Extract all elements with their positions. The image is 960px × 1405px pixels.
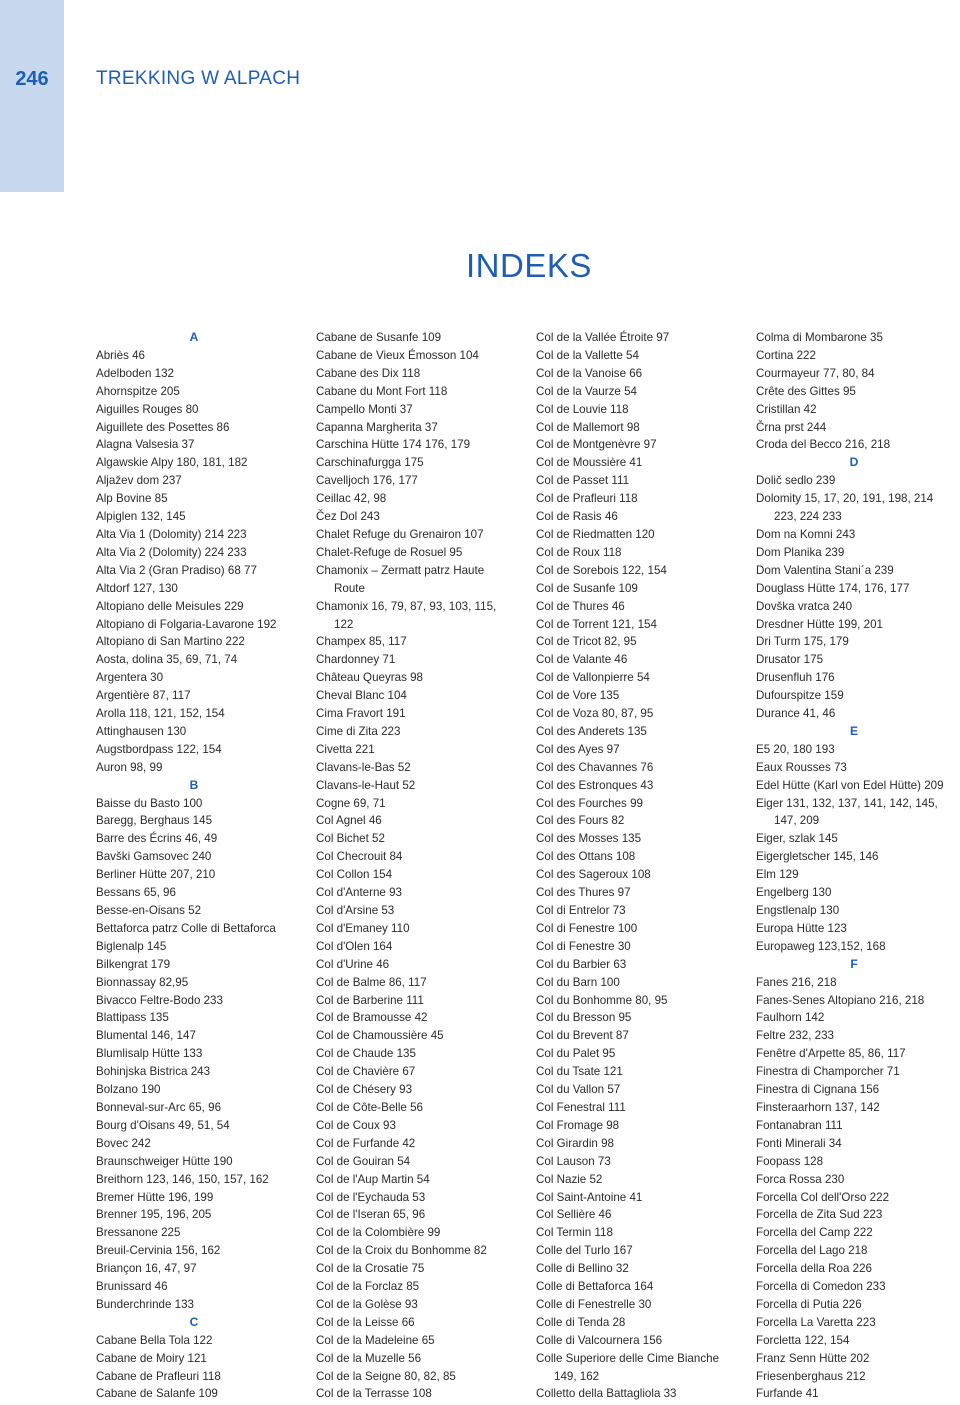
- index-entry: Col de Rasis 46: [536, 510, 618, 524]
- index-entry: Blumlisalp Hütte 133: [96, 1047, 203, 1061]
- index-entry: Alp Bovine 85: [96, 492, 168, 506]
- running-head: TREKKING W ALPACH: [96, 68, 301, 89]
- index-entry: Col de Passet 111: [536, 474, 630, 488]
- index-entry: Courmayeur 77, 80, 84: [756, 366, 875, 380]
- index-entry: Blattipass 135: [96, 1011, 169, 1025]
- index-entry: Dolič sedlo 239: [756, 474, 836, 488]
- index-entry: Brenner 195, 196, 205: [96, 1208, 212, 1222]
- index-entry: Col de la Leisse 66: [316, 1315, 415, 1329]
- index-entry: Chamonix 16, 79, 87, 93, 103, 115, 122: [316, 599, 497, 631]
- index-entry: Col de l'Iseran 65, 96: [316, 1208, 426, 1222]
- index-entry: Forcella della Roa 226: [756, 1262, 873, 1276]
- index-entry: Alagna Valsesia 37: [96, 438, 195, 452]
- index-entry: Čez Dol 243: [316, 510, 380, 524]
- index-entry: Col de Coux 93: [316, 1118, 396, 1132]
- index-entry: Col de la Vallée Étroite 97: [536, 331, 670, 344]
- index-entry: Faulhorn 142: [756, 1011, 825, 1025]
- index-entry: Col de Mallemort 98: [536, 420, 640, 434]
- index-entry: Col des Mosses 135: [536, 832, 642, 846]
- index-entry: Durance 41, 46: [756, 707, 836, 721]
- index-entry: Finsteraarhorn 137, 142: [756, 1100, 880, 1114]
- index-entry: Franz Senn Hütte 202: [756, 1351, 870, 1365]
- index-entry: Breithorn 123, 146, 150, 157, 162: [96, 1172, 269, 1186]
- index-entry: Col Girardin 98: [536, 1136, 614, 1150]
- index-entry: Chalet Refuge du Grenairon 107: [316, 527, 484, 541]
- index-entry: Fenêtre d'Arpette 85, 86, 117: [756, 1047, 906, 1061]
- index-entry: Bionnassay 82,95: [96, 975, 189, 989]
- index-entry: Cavelljoch 176, 177: [316, 474, 418, 488]
- index-entry: Cime di Zita 223: [316, 724, 401, 738]
- index-entry: Forcella La Varetta 223: [756, 1315, 876, 1329]
- index-entry: Clavans-le-Bas 52: [316, 760, 411, 774]
- index-entry: Col de Barberine 111: [316, 993, 424, 1007]
- index-entry: Clavans-le-Haut 52: [316, 778, 416, 792]
- index-entry: Drusenfluh 176: [756, 671, 835, 685]
- index-entry: Arolla 118, 121, 152, 154: [96, 707, 225, 721]
- index-entry: Col de la Vaurze 54: [536, 384, 637, 398]
- index-entry: Col Fenestral 111: [536, 1100, 626, 1114]
- index-entry: Dom Valentina Stani´a 239: [756, 563, 894, 577]
- index-entry: Forcletta 122, 154: [756, 1333, 850, 1347]
- index-entry: Col de Chaude 135: [316, 1047, 416, 1061]
- index-entry: Forca Rossa 230: [756, 1172, 845, 1186]
- index-entry: Col de Vallonpierre 54: [536, 671, 650, 685]
- index-entry: Civetta 221: [316, 742, 375, 756]
- index-entry: Forcella de Zita Sud 223: [756, 1208, 883, 1222]
- index-entry: Cristillan 42: [756, 402, 817, 416]
- index-entry: Col Checrouit 84: [316, 850, 403, 864]
- index-entry: Cogne 69, 71: [316, 796, 386, 810]
- index-entry: Finestra di Champorcher 71: [756, 1065, 900, 1079]
- index-entry: Col de Voza 80, 87, 95: [536, 707, 654, 721]
- index-entry: Dresdner Hütte 199, 201: [756, 617, 883, 631]
- page-tab: [0, 0, 64, 192]
- index-entry: Col des Thures 97: [536, 886, 631, 900]
- index-entry: Fontanabran 111: [756, 1118, 843, 1132]
- index-letter-heading: D: [849, 455, 859, 470]
- index-entry: Col du Barbier 63: [536, 957, 627, 971]
- index-entry: Attinghausen 130: [96, 724, 187, 738]
- index-entry: Col de la Colombière 99: [316, 1226, 441, 1240]
- index-entry: Col de Chésery 93: [316, 1083, 413, 1097]
- index-entry: Eiger 131, 132, 137, 141, 142, 145, 147, 209: [756, 796, 938, 828]
- index-entry: Cabane des Dix 118: [316, 366, 421, 380]
- index-entry: Dri Turm 175, 179: [756, 635, 849, 649]
- index-entry: Capanna Margherita 37: [316, 420, 438, 434]
- index-entry: Barre des Écrins 46, 49: [96, 832, 218, 846]
- index-entry: Brunissard 46: [96, 1280, 168, 1294]
- index-entry: Fonti Minerali 34: [756, 1136, 842, 1150]
- index-entry: Col de Bramousse 42: [316, 1011, 428, 1025]
- index-entry: Drusator 175: [756, 653, 824, 667]
- index-title: INDEKS: [466, 247, 592, 284]
- index-entry: Douglass Hütte 174, 176, 177: [756, 581, 910, 595]
- index-entry: Cortina 222: [756, 348, 816, 362]
- index-entry: Col des Fourches 99: [536, 796, 643, 810]
- index-entry: Col de Susanfe 109: [536, 581, 638, 595]
- index-entry: Alta Via 2 (Gran Pradiso) 68 77: [96, 563, 257, 577]
- index-entry: Dufourspitze 159: [756, 689, 844, 703]
- index-entry: Aiguillete des Posettes 86: [96, 420, 230, 434]
- index-entry: Bressanone 225: [96, 1226, 181, 1240]
- index-entry: Col de Côte-Belle 56: [316, 1100, 423, 1114]
- index-entry: Forcella del Lago 218: [756, 1244, 868, 1258]
- index-entry: Col des Anderets 135: [536, 724, 647, 738]
- index-entry: Adelboden 132: [96, 366, 175, 380]
- index-entry: Col de Roux 118: [536, 545, 622, 559]
- index-entry: Crête des Gittes 95: [756, 384, 856, 398]
- index-entry: Argentera 30: [96, 671, 164, 685]
- index-entry: Besse-en-Oisans 52: [96, 904, 202, 917]
- index-letter-heading: B: [189, 777, 199, 792]
- index-entry: Feltre 232, 233: [756, 1029, 834, 1043]
- index-entry: Col de Thures 46: [536, 599, 625, 613]
- index-entry: Col des Ayes 97: [536, 742, 620, 756]
- index-entry: Col de la Vanoise 66: [536, 366, 643, 380]
- index-entry: Col de Furfande 42: [316, 1136, 416, 1150]
- index-entry: Chardonney 71: [316, 653, 396, 667]
- index-entry: Altopiano di Folgaria-Lavarone 192: [96, 617, 277, 631]
- index-entry: Col de la Vallette 54: [536, 348, 639, 362]
- index-entry: Abriès 46: [96, 348, 145, 362]
- index-entry: Algawskie Alpy 180, 181, 182: [96, 456, 248, 470]
- index-entry: Fanes-Senes Altopiano 216, 218: [756, 993, 925, 1007]
- index-entry: Braunschweiger Hütte 190: [96, 1154, 233, 1168]
- index-entry: Ahornspitze 205: [96, 384, 180, 398]
- index-entry: Alpiglen 132, 145: [96, 510, 186, 524]
- index-entry: E5 20, 180 193: [756, 742, 835, 756]
- index-entry: Cabane de Moiry 121: [96, 1351, 207, 1365]
- index-entry: Colle di Tenda 28: [536, 1315, 626, 1329]
- index-entry: Col di Entrelor 73: [536, 904, 626, 917]
- index-entry: Col d'Emaney 110: [316, 921, 410, 935]
- index-entry: Col d'Olen 164: [316, 939, 393, 953]
- index-entry: Eigergletscher 145, 146: [756, 850, 879, 864]
- index-entry: Breuil-Cervinia 156, 162: [96, 1244, 221, 1258]
- index-entry: Colletto della Battagliola 33: [536, 1387, 677, 1401]
- index-entry: Cabane de Vieux Émosson 104: [316, 348, 479, 362]
- index-entry: Col de Riedmatten 120: [536, 527, 655, 541]
- index-entry: Campello Monti 37: [316, 402, 413, 416]
- index-entry: Col de Sorebois 122, 154: [536, 563, 667, 577]
- index-entry: Eiger, szlak 145: [756, 832, 838, 846]
- index-entry: Argentière 87, 117: [96, 689, 191, 703]
- index-entry: Dovška vratca 240: [756, 599, 853, 613]
- index-entry: Cabane du Mont Fort 118: [316, 384, 448, 398]
- index-entry: Colma di Mombarone 35: [756, 331, 883, 344]
- index-letter-heading: F: [850, 956, 858, 971]
- index-entry: Col des Fours 82: [536, 814, 625, 828]
- index-entry: Aljažev dom 237: [96, 474, 182, 488]
- index-entry: Bolzano 190: [96, 1083, 161, 1097]
- index-entry: Col Agnel 46: [316, 814, 382, 828]
- index-entry: Črna prst 244: [756, 420, 827, 434]
- index-entry: Col Bichet 52: [316, 832, 385, 846]
- index-entry: Engstlenalp 130: [756, 904, 840, 917]
- index-entry: Col de la Madeleine 65: [316, 1333, 435, 1347]
- index-entry: Col de la Terrasse 108: [316, 1387, 432, 1401]
- index-entry: Col des Ottans 108: [536, 850, 636, 864]
- index-entry: Bonneval-sur-Arc 65, 96: [96, 1100, 222, 1114]
- index-letter-heading: C: [189, 1314, 199, 1329]
- index-entry: Bessans 65, 96: [96, 886, 176, 900]
- index-entry: Dolomity 15, 17, 20, 191, 198, 214 223, 224 233: [756, 492, 934, 524]
- index-entry: Col Lauson 73: [536, 1154, 611, 1168]
- index-letter-heading: E: [849, 723, 858, 738]
- index-entry: Col des Chavannes 76: [536, 760, 654, 774]
- index-entry: Engelberg 130: [756, 886, 832, 900]
- index-entry: Col Nazie 52: [536, 1172, 603, 1186]
- index-column-4: [756, 329, 952, 1403]
- index-entry: Forcella di Putia 226: [756, 1297, 862, 1311]
- index-entry: Colle del Turlo 167: [536, 1244, 633, 1258]
- index-entry: Col Termin 118: [536, 1226, 613, 1240]
- index-entry: Col du Bresson 95: [536, 1011, 632, 1025]
- index-column-1: [96, 329, 292, 1403]
- index-entry: Col de Prafleuri 118: [536, 492, 638, 506]
- index-entry: Europa Hütte 123: [756, 921, 847, 935]
- index-entry: Col du Palet 95: [536, 1047, 616, 1061]
- index-entry: Col de la Seigne 80, 82, 85: [316, 1369, 456, 1383]
- index-entry: Col de Vore 135: [536, 689, 620, 703]
- index-entry: Finestra di Cignana 156: [756, 1083, 880, 1097]
- index-entry: Col de Tricot 82, 95: [536, 635, 637, 649]
- index-entry: Col di Fenestre 30: [536, 939, 631, 953]
- index-entry: Col de Balme 86, 117: [316, 975, 427, 989]
- index-entry: Friesenberghaus 212: [756, 1369, 866, 1383]
- index-entry: Col des Sageroux 108: [536, 868, 651, 882]
- index-entry: Alta Via 2 (Dolomity) 224 233: [96, 545, 247, 559]
- index-entry: Bunderchrinde 133: [96, 1297, 194, 1311]
- index-entry: Altdorf 127, 130: [96, 581, 178, 595]
- index-entry: Dom na Komni 243: [756, 527, 856, 541]
- index-entry: Baisse du Basto 100: [96, 796, 203, 810]
- index-entry: Col de Montgenèvre 97: [536, 438, 657, 452]
- index-entry: Eaux Rousses 73: [756, 760, 847, 774]
- index-entry: Champex 85, 117: [316, 635, 407, 649]
- index-entry: Col de l'Aup Martin 54: [316, 1172, 430, 1186]
- index-entry: Bavški Gamsovec 240: [96, 850, 212, 864]
- index-entry: Berliner Hütte 207, 210: [96, 868, 216, 882]
- index-entry: Dom Planika 239: [756, 545, 845, 559]
- index-entry: Col de la Crosatie 75: [316, 1262, 425, 1276]
- index-entry: Colle Superiore delle Cime Bianche 149, 162: [536, 1351, 720, 1383]
- index-entry: Cabane de Prafleuri 118: [96, 1369, 221, 1383]
- index-entry: Chalet-Refuge de Rosuel 95: [316, 545, 463, 559]
- index-entry: Colle di Fenestrelle 30: [536, 1297, 652, 1311]
- index-entry: Augstbordpass 122, 154: [96, 742, 222, 756]
- index-entry: Col di Fenestre 100: [536, 921, 638, 935]
- index-entry: Cabane de Susanfe 109: [316, 331, 442, 344]
- index-entry: Ceillac 42, 98: [316, 492, 387, 506]
- index-entry: Croda del Becco 216, 218: [756, 438, 891, 452]
- index-entry: Col de Chavière 67: [316, 1065, 416, 1079]
- index-entry: Cabane Bella Tola 122: [96, 1333, 213, 1347]
- index-entry: Col de Moussière 41: [536, 456, 643, 470]
- index-entry: Carschina Hütte 174 176, 179: [316, 438, 471, 452]
- index-entry: Col du Brevent 87: [536, 1029, 629, 1043]
- index-entry: Col d'Arsine 53: [316, 904, 395, 917]
- index-entry: Europaweg 123,152, 168: [756, 939, 886, 953]
- index-entry: Col d'Urine 46: [316, 957, 390, 971]
- index-entry: Château Queyras 98: [316, 671, 423, 685]
- index-entry: Bilkengrat 179: [96, 957, 171, 971]
- index-entry: Col d'Anterne 93: [316, 886, 403, 900]
- index-entry: Col des Estronques 43: [536, 778, 654, 792]
- index-entry: Bettaforca patrz Colle di Bettaforca: [96, 921, 276, 935]
- index-entry: Col de l'Eychauda 53: [316, 1190, 426, 1204]
- index-entry: Col de la Forclaz 85: [316, 1280, 420, 1294]
- index-entry: Blumental 146, 147: [96, 1029, 196, 1043]
- index-entry: Altopiano delle Meisules 229: [96, 599, 244, 613]
- index-entry: Col de la Croix du Bonhomme 82: [316, 1244, 487, 1258]
- index-entry: Colle di Bettaforca 164: [536, 1280, 654, 1294]
- index-entry: Altopiano di San Martino 222: [96, 635, 245, 649]
- index-entry: Bivacco Feltre-Bodo 233: [96, 993, 223, 1007]
- index-entry: Cima Fravort 191: [316, 707, 406, 721]
- index-entry: Col Sellière 46: [536, 1208, 612, 1222]
- index-letter-heading: A: [189, 330, 199, 344]
- index-entry: Col Collon 154: [316, 868, 393, 882]
- page-number: 246: [15, 68, 49, 90]
- index-entry: Col Fromage 98: [536, 1118, 620, 1132]
- index-entry: Colle di Valcournera 156: [536, 1333, 663, 1347]
- index-column-3: [536, 329, 732, 1403]
- index-entry: Col de Valante 46: [536, 653, 628, 667]
- index-entry: Chamonix – Zermatt patrz Haute Route: [316, 563, 485, 595]
- index-entry: Cabane de Salanfe 109: [96, 1387, 218, 1401]
- index-entry: Briançon 16, 47, 97: [96, 1262, 197, 1276]
- index-entry: Bourg d'Oisans 49, 51, 54: [96, 1118, 230, 1132]
- index-entry: Foopass 128: [756, 1154, 824, 1168]
- index-entry: Col de Gouiran 54: [316, 1154, 411, 1168]
- index-entry: Col de Chamoussière 45: [316, 1029, 444, 1043]
- index-entry: Bovec 242: [96, 1136, 151, 1150]
- index-entry: Col de la Muzelle 56: [316, 1351, 422, 1365]
- index-entry: Aiguilles Rouges 80: [96, 402, 199, 416]
- index-entry: Col du Tsate 121: [536, 1065, 623, 1079]
- index-entry: Fanes 216, 218: [756, 975, 837, 989]
- index-entry: Elm 129: [756, 868, 799, 882]
- index-entry: Col de Louvie 118: [536, 402, 629, 416]
- index-entry: Col de Torrent 121, 154: [536, 617, 657, 631]
- index-entry: Col Saint-Antoine 41: [536, 1190, 643, 1204]
- index-entry: Bremer Hütte 196, 199: [96, 1190, 214, 1204]
- index-entry: Forcella di Comedon 233: [756, 1280, 886, 1294]
- index-column-2: [316, 329, 512, 1403]
- index-entry: Bohinjska Bistrica 243: [96, 1065, 211, 1079]
- index-entry: Furfande 41: [756, 1387, 819, 1401]
- index-entry: Auron 98, 99: [96, 760, 163, 774]
- index-entry: Carschinafurgga 175: [316, 456, 424, 470]
- index-entry: Col du Vallon 57: [536, 1083, 621, 1097]
- index-entry: Colle di Bellino 32: [536, 1262, 629, 1276]
- index-entry: Aosta, dolina 35, 69, 71, 74: [96, 653, 238, 667]
- index-entry: Col de la Golèse 93: [316, 1297, 418, 1311]
- index-entry: Forcella del Camp 222: [756, 1226, 873, 1240]
- index-entry: Col du Barn 100: [536, 975, 620, 989]
- index-entry: Col du Bonhomme 80, 95: [536, 993, 668, 1007]
- index-entry: Forcella Col dell'Orso 222: [756, 1190, 890, 1204]
- index-entry: Edel Hütte (Karl von Edel Hütte) 209: [756, 778, 944, 792]
- index-entry: Alta Via 1 (Dolomity) 214 223: [96, 527, 247, 541]
- index-entry: Cheval Blanc 104: [316, 689, 407, 703]
- index-entry: Baregg, Berghaus 145: [96, 814, 213, 828]
- index-entry: Biglenalp 145: [96, 939, 167, 953]
